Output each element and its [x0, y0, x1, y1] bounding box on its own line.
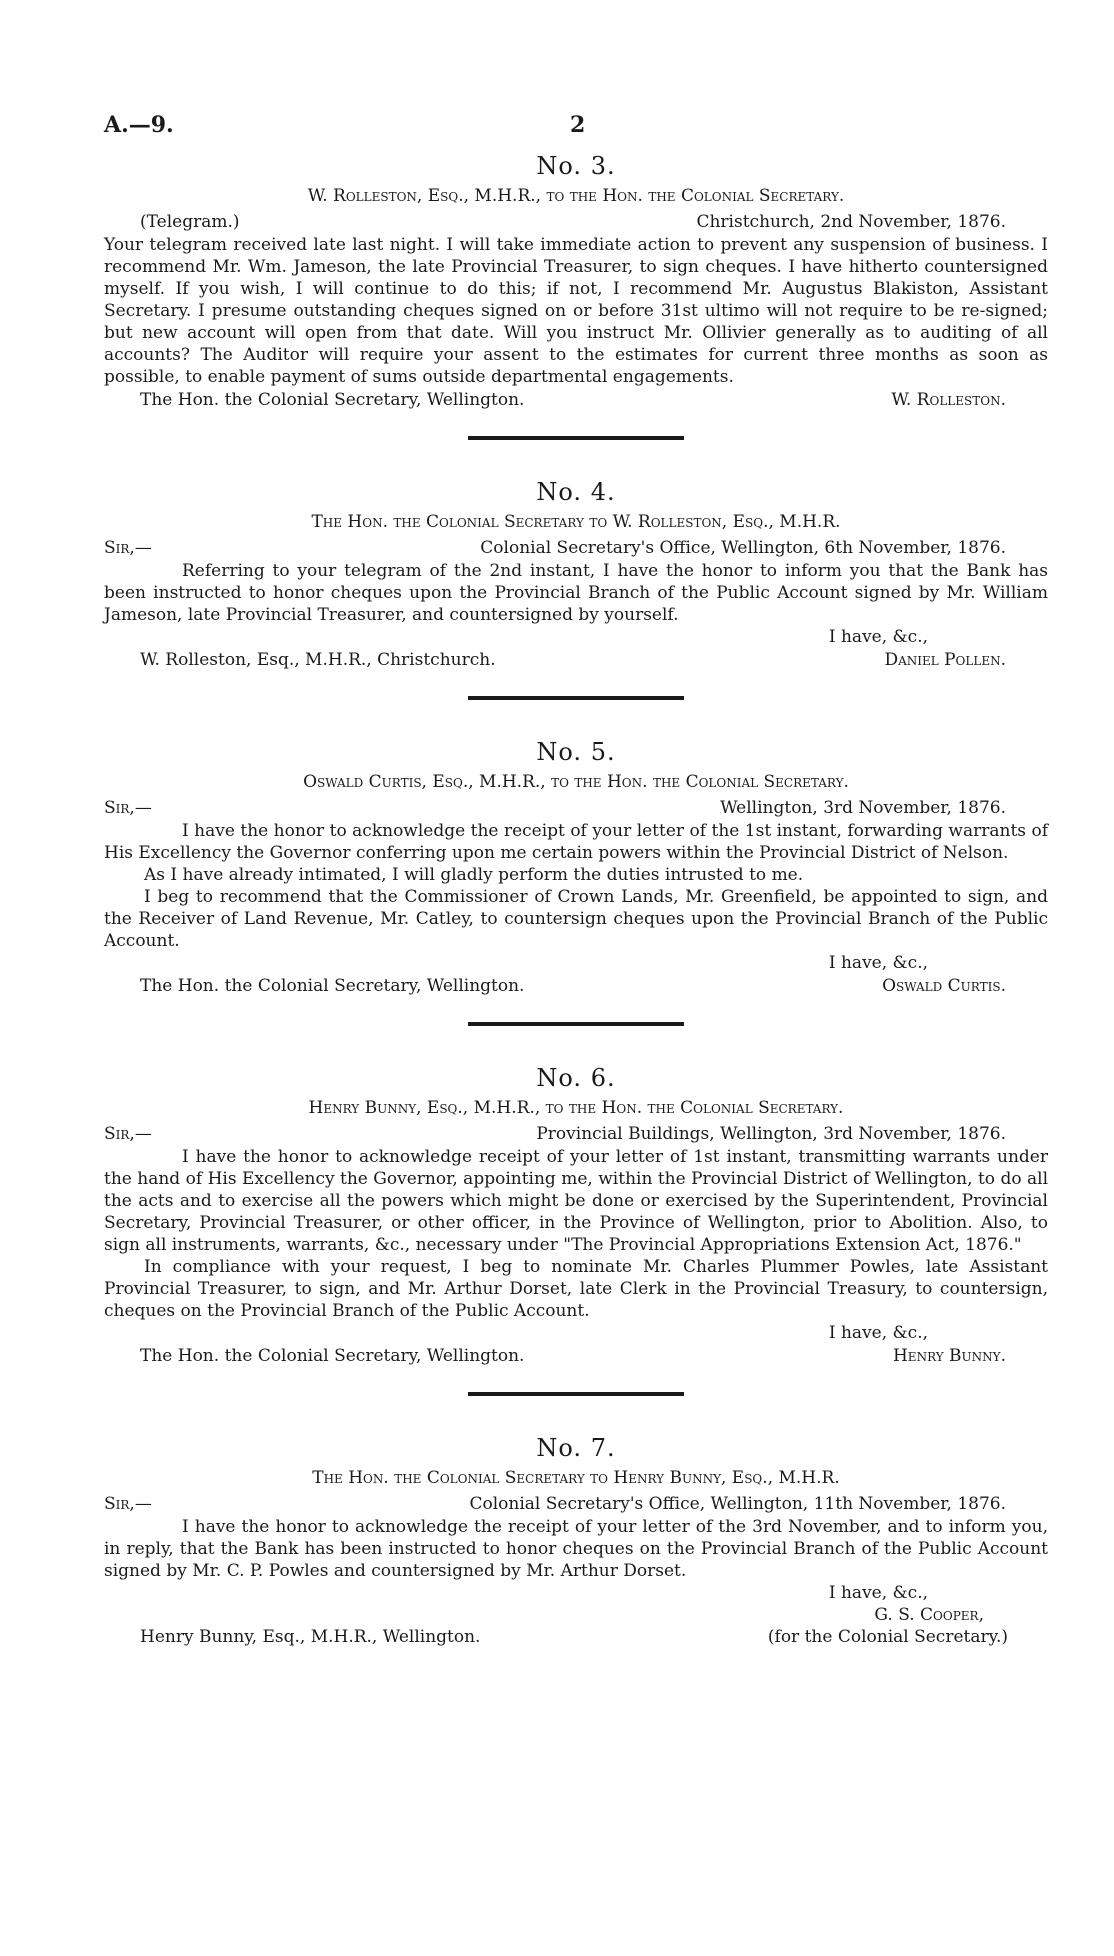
letter-number: No. 7.	[536, 1434, 616, 1462]
signature: W. Rolleston.	[891, 390, 1006, 410]
letter-number: No. 4.	[536, 478, 616, 506]
section-divider	[468, 1392, 684, 1396]
letter-number: No. 6.	[536, 1064, 616, 1092]
telegram-label: (Telegram.)	[140, 212, 240, 232]
telegram-line	[104, 212, 1048, 234]
letter-paragraph: Your telegram received late last night. I will take immediate action to prevent any suspension of business. I recommend Mr. Wm. Jameson, the late Provincial Treasurer, to sign cheques. I have hitherto countersigned myself. If you wish, I will continue to do this; if not, I recommend Mr. Augustus Blakiston, Assistant Secretary. I presume outstanding cheques signed on or before 31st ultimo will not require to be re-signed; but new account will open from that date. Will you instruct Mr. Ollivier generally as to auditing of all accounts? The Auditor will require your assent to the estimates for current three months as soon as possible, to enable payment of sums outside departmental engagements.	[104, 235, 1048, 387]
salutation: Sir,—	[104, 798, 152, 818]
addressee: W. Rolleston, Esq., M.H.R., Christchurch.	[140, 650, 496, 670]
closing: I have, &c.,	[828, 627, 928, 647]
heading-to: to the Hon. the Colonial Secretary.	[546, 186, 845, 206]
section-divider	[468, 436, 684, 440]
letter-heading: Oswald Curtis, Esq., M.H.R., to the Hon. the Colonial Secretary.	[303, 772, 849, 792]
place-date: Colonial Secretary's Office, Wellington, 11th November, 1876.	[469, 1494, 1006, 1514]
salutation-line	[104, 798, 1048, 820]
letter-heading: The Hon. the Colonial Secretary to Henry Bunny, Esq., M.H.R.	[312, 1468, 840, 1488]
document-page	[104, 112, 1048, 1648]
page-number: 2	[570, 112, 586, 138]
heading-from: W. Rolleston, Esq., M.H.R.,	[307, 186, 542, 206]
place-date: Provincial Buildings, Wellington, 3rd November, 1876.	[536, 1124, 1006, 1144]
letter-paragraph: Referring to your telegram of the 2nd instant, I have the honor to inform you that the Bank has been instructed to honor cheques upon the Provincial Branch of the Public Account signed by Mr. William Jameson, late Provincial Treasurer, and countersigned by yourself.	[104, 561, 1048, 625]
letter-no-3	[104, 152, 1048, 414]
letter-heading	[104, 186, 1048, 206]
letter-paragraph: I have the honor to acknowledge receipt of your letter of 1st instant, transmitting warrants under the hand of His Excellency the Governor, appointing me, within the Provincial District of Wellington, to do all the acts and to exercise all the powers which might be done or exercised by the Superintendent, Provincial Secretary, Provincial Treasurer, or other officer, in the Province of Wellington, prior to Abolition. Also, to sign all instruments, warrants, &c., necessary under "The Provincial Appropriations Extension Act, 1876."	[104, 1147, 1048, 1255]
salutation: Sir,—	[104, 1494, 152, 1514]
letter-heading: Henry Bunny, Esq., M.H.R., to the Hon. the Colonial Secretary.	[308, 1098, 844, 1118]
salutation: Sir,—	[104, 538, 152, 558]
signature-row	[104, 1346, 1048, 1370]
signature-note: (for the Colonial Secretary.)	[767, 1627, 1008, 1647]
letter-paragraph: As I have already intimated, I will gladly perform the duties intrusted to me.	[144, 865, 804, 885]
place-date: Christchurch, 2nd November, 1876.	[696, 212, 1006, 232]
addressee: The Hon. the Colonial Secretary, Wellington.	[140, 976, 525, 996]
letter-no-5	[104, 738, 1048, 1000]
letter-heading: The Hon. the Colonial Secretary to W. Rolleston, Esq., M.H.R.	[311, 512, 841, 532]
signature: Daniel Pollen.	[884, 650, 1006, 670]
signature-row	[104, 976, 1048, 1000]
page-header	[104, 112, 1048, 152]
letter-paragraph: I have the honor to acknowledge the receipt of your letter of the 1st instant, forwarding warrants of His Excellency the Governor conferring upon me certain powers within the Provincial District of Nelson.	[104, 821, 1048, 863]
salutation: Sir,—	[104, 1124, 152, 1144]
letter-no-4	[104, 478, 1048, 674]
addressee: The Hon. the Colonial Secretary, Wellington.	[140, 390, 525, 410]
salutation-line	[104, 538, 1048, 560]
letter-number: No. 5.	[536, 738, 616, 766]
signature-row	[104, 390, 1048, 414]
letter-no-7	[104, 1434, 1048, 1648]
signature: G. S. Cooper,	[874, 1605, 984, 1625]
paper-reference: A.—9.	[104, 112, 174, 138]
closing: I have, &c.,	[828, 953, 928, 973]
addressee: Henry Bunny, Esq., M.H.R., Wellington.	[140, 1627, 481, 1647]
signature: Oswald Curtis.	[882, 976, 1006, 996]
letter-no-6	[104, 1064, 1048, 1370]
addressee: The Hon. the Colonial Secretary, Wellington.	[140, 1346, 525, 1366]
letter-paragraph: I have the honor to acknowledge the receipt of your letter of the 3rd November, and to inform you, in reply, that the Bank has been instructed to honor cheques on the Provincial Branch of the Public Account signed by Mr. C. P. Powles and countersigned by Mr. Arthur Dorset.	[104, 1517, 1048, 1581]
letter-paragraph: I beg to recommend that the Commissioner of Crown Lands, Mr. Greenfield, be appointed to sign, and the Receiver of Land Revenue, Mr. Catley, to countersign cheques upon the Provincial Branch of the Public Account.	[104, 887, 1048, 951]
signature-row	[104, 650, 1048, 674]
signature-block	[104, 1604, 1048, 1648]
closing: I have, &c.,	[828, 1323, 928, 1343]
letter-number: No. 3.	[536, 152, 616, 180]
closing: I have, &c.,	[828, 1583, 928, 1603]
salutation-line	[104, 1124, 1048, 1146]
letter-paragraph: In compliance with your request, I beg to nominate Mr. Charles Plummer Powles, late Assistant Provincial Treasurer, to sign, and Mr. Arthur Dorset, late Clerk in the Provincial Treasury, to countersign, cheques on the Provincial Branch of the Public Account.	[104, 1257, 1048, 1321]
place-date: Wellington, 3rd November, 1876.	[720, 798, 1006, 818]
section-divider	[468, 1022, 684, 1026]
section-divider	[468, 696, 684, 700]
salutation-line	[104, 1494, 1048, 1516]
place-date: Colonial Secretary's Office, Wellington, 6th November, 1876.	[480, 538, 1006, 558]
signature: Henry Bunny.	[892, 1346, 1006, 1366]
